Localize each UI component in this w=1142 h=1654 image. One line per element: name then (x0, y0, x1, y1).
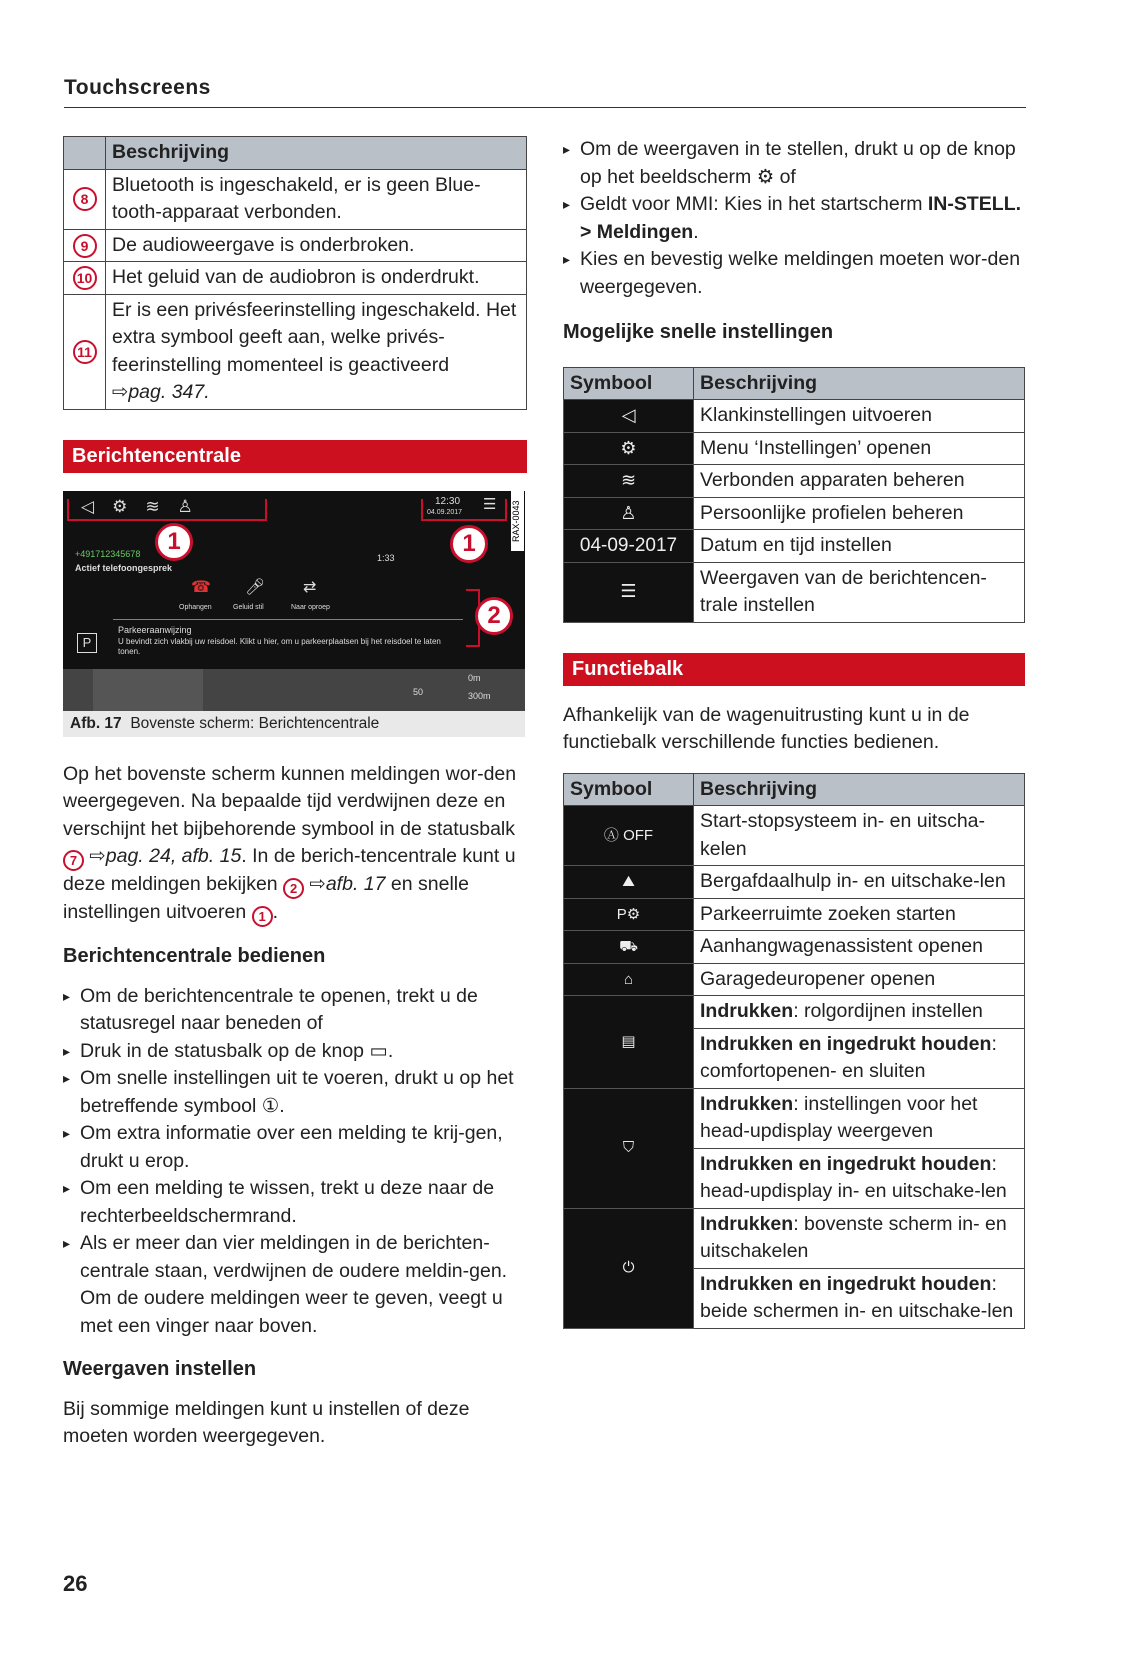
row-text: Klankinstellingen uitvoeren (694, 400, 1025, 433)
date: 04-09-2017 (564, 530, 694, 563)
page-ref-link[interactable]: ⇨pag. 347. (112, 381, 210, 403)
callout: 11 (73, 340, 97, 364)
bullet: ▸ Om snelle instellingen uit te voeren, drukt u op het betreffende symbool ①. (63, 1065, 527, 1120)
callout-1: 1 (155, 523, 193, 561)
row-text: Indrukken en ingedrukt houden: head-updisplay in- en uitschake-len (694, 1148, 1025, 1208)
parking-icon: P (77, 633, 97, 653)
row-text: Bergafdaalhulp in- en uitschake-len (694, 866, 1025, 899)
callout-2: 2 (475, 597, 513, 635)
page-ref-link[interactable]: ⇨pag. 24, afb. 15 (89, 845, 242, 867)
table-row (564, 465, 1025, 498)
message-text: U bevindt zich vlakbij uw reisdoel. Klikt u hier, om u parkeerplaatsen bij het reisdoel te laten tonen. (118, 636, 441, 656)
col-header: Beschrijving (694, 773, 1025, 806)
speaker-icon: ◁ (564, 400, 694, 433)
park-search-icon: P⚙ (564, 898, 694, 931)
left-column (63, 136, 527, 1451)
bullet: ▸ Om de berichtencentrale te openen, trekt u de statusregel naar beneden of (63, 983, 527, 1038)
section-title-functiebalk: Functiebalk (563, 653, 1025, 686)
wifi-icon: ≋ (564, 465, 694, 498)
heading: Berichtencentrale bedienen (63, 945, 326, 967)
row-text: Indrukken en ingedrukt houden: beide schermen in- en uitschake-len (694, 1268, 1025, 1328)
row-text: Verbonden apparaten beheren (694, 465, 1025, 498)
row-text: Datum en tijd instellen (694, 530, 1025, 563)
heading: Mogelijke snelle instellingen (563, 321, 834, 343)
table-row (564, 931, 1025, 964)
garage-icon: ⌂ (564, 963, 694, 996)
row-text: De audioweergave is onderbroken. (106, 229, 527, 262)
header-rule (64, 107, 1026, 108)
figure-ref-link[interactable]: ⇨afb. 17 (309, 873, 386, 895)
speed-limit: 50 (413, 686, 424, 697)
bullet: ▸ Om extra informatie over een melding te krij-gen, drukt u erop. (63, 1120, 527, 1175)
status-symbols-table (63, 136, 527, 410)
callout: 9 (73, 234, 97, 258)
table-row (564, 530, 1025, 563)
mute-icon: 🎤︎ (245, 578, 266, 596)
table-row (564, 898, 1025, 931)
col-header: Beschrijving (694, 367, 1025, 400)
profile-icon: ♙ (564, 497, 694, 530)
action-mute: Geluid stil (233, 603, 264, 611)
screen-power-icon: ⏻ (564, 1208, 694, 1328)
action-hangup: Ophangen (179, 603, 212, 611)
right-column (563, 136, 1025, 1329)
table-row (564, 1088, 1025, 1148)
row-text: Menu ‘Instellingen’ openen (694, 432, 1025, 465)
table-row (564, 1208, 1025, 1268)
call-duration: 1:33 (377, 552, 395, 563)
table-row (564, 432, 1025, 465)
intro-paragraph: Op het bovenste scherm kunnen meldingen wor-den weergegeven. Na bepaalde tijd verdwijnen deze en verschijnt het bijbehorende symbool in de statusbalk 7 ⇨pag. 24, afb. 15. In de berich-tencentrale kunt u deze meldingen bekijken 2 ⇨afb. 17 en snelle instellingen uitvoeren 1 . (63, 761, 527, 928)
figure-screen (63, 491, 525, 711)
row-text: Indrukken: bovenste scherm in- en uitschakelen (694, 1208, 1025, 1268)
bullet: ▸ Geldt voor MMI: Kies in het startscherm IN-STELL. > Meldingen. (563, 191, 1025, 246)
table-row (564, 963, 1025, 996)
row-text: Indrukken: rolgordijnen instellen (694, 996, 1025, 1029)
bedienen-section (63, 943, 527, 1451)
date: 04.09.2017 (427, 508, 463, 516)
call-status: Actief telefoongesprek (75, 562, 173, 573)
table-row (564, 497, 1025, 530)
figure-caption: Afb. 17 Bovenste scherm: Berichtencentrale (63, 711, 525, 737)
row-text: Start-stopsysteem in- en uitscha-kelen (694, 806, 1025, 866)
table-row (564, 806, 1025, 866)
col-header: Beschrijving (106, 137, 527, 170)
row-text: Bluetooth is ingeschakeld, er is geen Blue-tooth-apparaat verbonden. (106, 169, 527, 229)
row-text: Garagedeuropener openen (694, 963, 1025, 996)
row-text: Indrukken: instellingen voor het head-updisplay weergeven (694, 1088, 1025, 1148)
row-text: Persoonlijke profielen beheren (694, 497, 1025, 530)
hud-icon: ⛉ (564, 1088, 694, 1208)
table-row (564, 866, 1025, 899)
running-header: Touchscreens (64, 76, 211, 99)
message-title: Parkeeraanwijzing (118, 624, 192, 635)
hill-descent-icon: ⛰ (564, 866, 694, 899)
quick-settings-table (563, 367, 1025, 623)
callout: 10 (73, 266, 97, 290)
col-header: Symbool (564, 367, 694, 400)
function-bar-table (563, 773, 1025, 1329)
row-text: Weergaven van de berichtencen-trale instellen (694, 562, 1025, 622)
distance: 0m (468, 672, 481, 683)
clock: 12:30 (435, 495, 461, 507)
callout-1: 1 (450, 525, 488, 563)
bullet: ▸ Als er meer dan vier meldingen in de berichten-centrale staan, verdwijnen de oudere meldin-gen. Om de oudere meldingen weer te geven, veegt u met een vinger naar boven. (63, 1230, 527, 1340)
bullet: ▸ Om een melding te wissen, trekt u deze naar de rechterbeeldschermrand. (63, 1175, 527, 1230)
row-text: Indrukken en ingedrukt houden: comfortopenen- en sluiten (694, 1028, 1025, 1088)
row-text: Het geluid van de audiobron is onderdrukt. (106, 262, 527, 295)
bullet: ▸ Kies en bevestig welke meldingen moeten wor-den weergegeven. (563, 246, 1025, 301)
trailer-icon: ⛟ (564, 931, 694, 964)
message-settings-icon: ☰ (483, 495, 497, 513)
row-text: Parkeerruimte zoeken starten (694, 898, 1025, 931)
callout: 8 (73, 187, 97, 211)
heading: Weergaven instellen (63, 1358, 257, 1380)
hangup-icon: ☎ (191, 578, 211, 596)
start-stop-icon: Ⓐ OFF (564, 806, 694, 866)
row-text: Aanhangwagenassistent openen (694, 931, 1025, 964)
table-row (564, 400, 1025, 433)
figure-code: RAX-0043 (511, 491, 524, 551)
right-intro (563, 136, 1025, 359)
phone-number: +491712345678 (75, 548, 141, 559)
table-row (564, 996, 1025, 1029)
quick-settings-icons: ◁⚙≋♙ (81, 496, 211, 516)
paragraph: Bij sommige meldingen kunt u instellen of deze moeten worden weergegeven. (63, 1397, 470, 1447)
row-text: Er is een privésfeerinstelling ingeschakeld. Het extra symbool geeft aan, welke privés-feerinstelling momenteel is geactiveerd (112, 298, 517, 376)
message-settings-icon: ☰ (564, 562, 694, 622)
page-number: 26 (63, 1571, 88, 1596)
switch-call-icon: ⇄ (303, 578, 317, 596)
bullet: ▸ Druk in de statusbalk op de knop ▭. (63, 1038, 527, 1066)
action-switch: Naar oproep (291, 603, 330, 611)
paragraph: Afhankelijk van de wagenuitrusting kunt u in de functiebalk verschillende functies bedienen. (563, 703, 970, 753)
blind-icon: ▤ (564, 996, 694, 1089)
bullet: ▸ Om de weergaven in te stellen, drukt u op de knop op het beeldscherm ⚙ of (563, 136, 1025, 191)
col-header: Symbool (564, 773, 694, 806)
gear-icon: ⚙ (564, 432, 694, 465)
section-title-berichtencentrale: Berichtencentrale (63, 440, 527, 473)
scale: 300m (468, 690, 491, 701)
table-row (564, 562, 1025, 622)
